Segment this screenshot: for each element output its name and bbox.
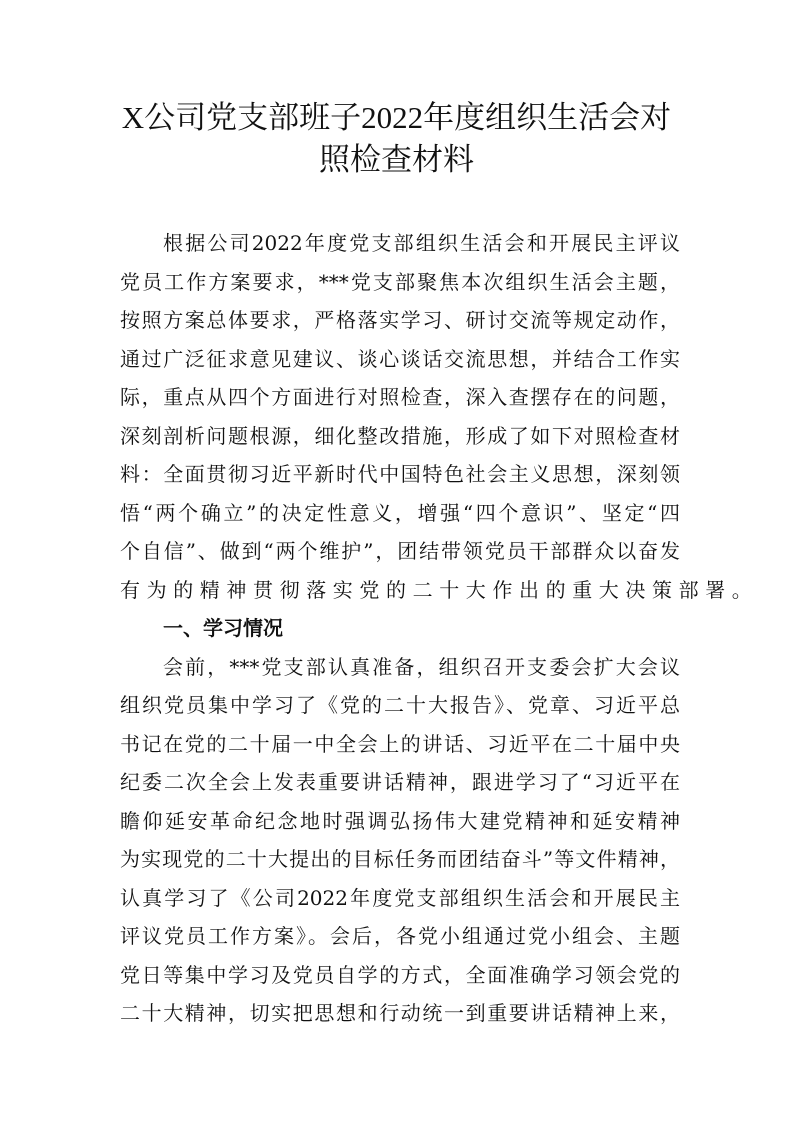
paragraph-line: 会前，***党支部认真准备，组织召开支委会扩大会议 [163,655,680,679]
paragraph-line: 悟“两个确立”的决定性意义，增强“四个意识”、坚定“四 [120,501,680,525]
paragraph-line: 纪委二次全会上发表重要讲话精神，跟进学习了“习近平在 [120,770,680,794]
paragraph-line: 党日等集中学习及党员自学的方式，全面准确学习领会党的 [120,963,680,987]
paragraph-line: 评议党员工作方案》。会后，各党小组通过党小组会、主题 [120,924,680,948]
paragraph-line: 有为的精神贯彻落实党的二十大作出的重大决策部署。 [120,578,759,602]
paragraph-line: 二十大精神，切实把思想和行动统一到重要讲话精神上来， [120,1001,680,1025]
paragraph-line: 瞻仰延安革命纪念地时强调弘扬伟大建党精神和延安精神 [120,809,680,833]
paragraph-line: 组织党员集中学习了《党的二十大报告》、党章、习近平总 [120,693,680,717]
paragraph-line: 深刻剖析问题根源，细化整改措施，形成了如下对照检查材 [120,424,680,448]
document-title-line-2: 照检查材料 [319,142,474,177]
paragraph-line: 根据公司2022年度党支部组织生活会和开展民主评议 [163,231,680,255]
paragraph-line: 料：全面贯彻习近平新时代中国特色社会主义思想，深刻领 [120,462,680,486]
document-title-line-1: X公司党支部班子2022年度组织生活会对 [121,100,672,135]
paragraph-line: 认真学习了《公司2022年度党支部组织生活会和开展民主 [120,886,680,910]
paragraph-line: 通过广泛征求意见建议、谈心谈话交流思想，并结合工作实 [120,347,680,371]
paragraph-line: 个自信”、做到“两个维护”，团结带领党员干部群众以奋发 [120,539,680,563]
paragraph-line: 为实现党的二十大提出的目标任务而团结奋斗”等文件精神， [120,847,680,871]
paragraph-line: 按照方案总体要求，严格落实学习、研讨交流等规定动作， [120,308,680,332]
paragraph-line: 际，重点从四个方面进行对照检查，深入查摆存在的问题， [120,385,680,409]
section-heading: 一、学习情况 [163,616,283,640]
paragraph-line: 书记在党的二十届一中全会上的讲话、习近平在二十届中央 [120,732,680,756]
paragraph-line: 党员工作方案要求，***党支部聚焦本次组织生活会主题， [120,270,680,294]
